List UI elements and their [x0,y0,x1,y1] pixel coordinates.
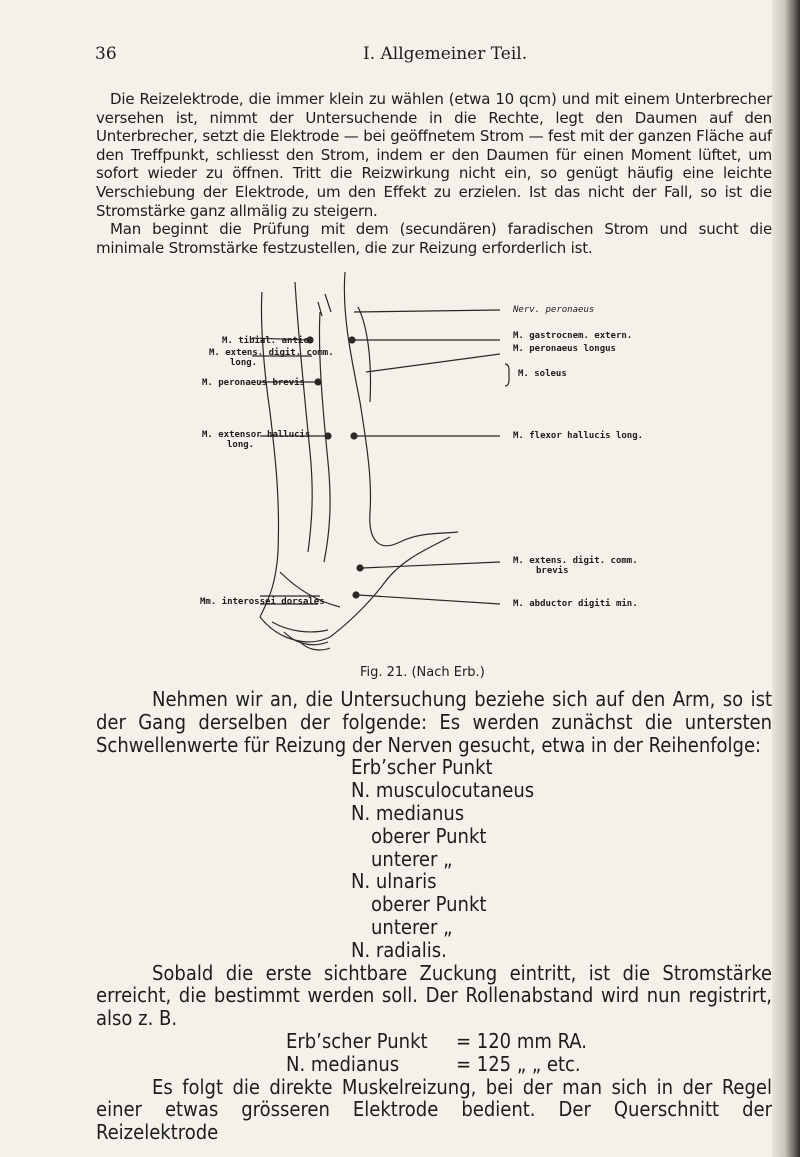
list-item: N. musculocutaneus [351,778,535,803]
label-peronaeus-brevis: M. peronaeus brevis [202,378,305,388]
main-paragraph: Nehmen wir an, die Untersuchung beziehe sich auf den Arm, so ist der Gang derselben der folgende: Es werden zunächst die untersten Schwellenwerte für Reizung der Nerven gesucht, etwa in der Reihenfolge: [96,687,772,757]
list-item: oberer Punkt [371,892,487,917]
label-extensor-hallucis-long: long. [227,440,255,450]
example-name: Erb’scher Punkt [286,1028,428,1053]
example-row [96,1053,772,1076]
label-nervus-peronaeus: Nerv. peronaeus [513,305,595,315]
label-flexor-hallucis: M. flexor hallucis long. [513,431,644,441]
list-item: unterer „ [371,846,453,871]
label-tibialis: M. tibial. antic. [222,336,315,346]
label-extensor-digit-brevis: M. extens. digit. comm. [513,556,638,566]
list-item: N. medianus [351,800,465,825]
label-extensor-digit-comm: M. extens. digit. comm. [209,348,334,358]
page-header [95,44,735,70]
list-item: Erb’scher Punkt [351,755,493,780]
label-peronaeus-longus: M. peronaeus longus [513,344,616,354]
page-edge-shadow [772,0,800,1157]
list-item: unterer „ [371,914,453,939]
label-abductor-digiti: M. abductor digiti min. [513,599,638,609]
label-soleus: M. soleus [518,369,567,379]
label-extensor-digit-brevis-2: brevis [536,566,569,576]
after-paragraph: Sobald die erste sichtbare Zuckung eintritt, ist die Stromstärke erreicht, die bestimmt werden soll. Der Rollenabstand wird nun registrirt, also z. B. [96,960,772,1031]
figure-leg-diagram [200,252,760,662]
final-paragraph: Es folgt die direkte Muskelreizung, bei der man sich in der Regel einer etwas grösseren Elektrode bedient. Der Querschnitt der Reizelektrode [96,1074,772,1145]
label-gastrocnemius: M. gastrocnem. extern. [513,331,633,341]
example-value: = 125 „ „ etc. [456,1051,581,1076]
intro-paragraph-2: Man beginnt die Prüfung mit dem (secundären) faradischen Strom und sucht die minimale Stromstärke festzustellen, die zur Reizung erforderlich ist. [96,220,772,257]
list-item: N. radialis. [351,937,447,962]
figure-caption: Fig. 21. (Nach Erb.) [360,665,485,680]
intro-paragraph-1: Die Reizelektrode, die immer klein zu wählen (etwa 10 qcm) und mit einem Unterbrecher versehen ist, nimmt der Untersuchende in die Rechte, legt den Daumen auf den Unterbrecher, setzt die Elektrode — bei geöffnetem Strom — fest mit der ganzen Fläche auf den Treffpunkt, schliesst den Strom, indem er den Daumen für einen Moment lüftet, um sofort wieder zu öffnen. Tritt die Reizwirkung nicht ein, so genügt häufig eine leichte Verschiebung der Elektrode, um den Effekt zu erzielen. Ist das nicht der Fall, so ist die Stromstärke ganz allmälig zu steigern. [96,90,772,220]
page-number: 36 [95,44,117,64]
nerve-sequence-list [96,756,772,961]
label-extensor-digit-comm-long: long. [230,358,258,368]
list-item: oberer Punkt [371,823,487,848]
example-name: N. medianus [286,1051,400,1076]
example-row [96,1030,772,1053]
intro-text [96,90,772,257]
example-value: = 120 mm RA. [456,1028,587,1053]
label-interossei: Mm. interossei dorsales [200,597,325,607]
running-title: I. Allgemeiner Teil. [363,44,528,64]
list-item: N. ulnaris [351,869,437,894]
main-text [96,688,772,1144]
label-extensor-hallucis: M. extensor hallucis [202,430,311,440]
